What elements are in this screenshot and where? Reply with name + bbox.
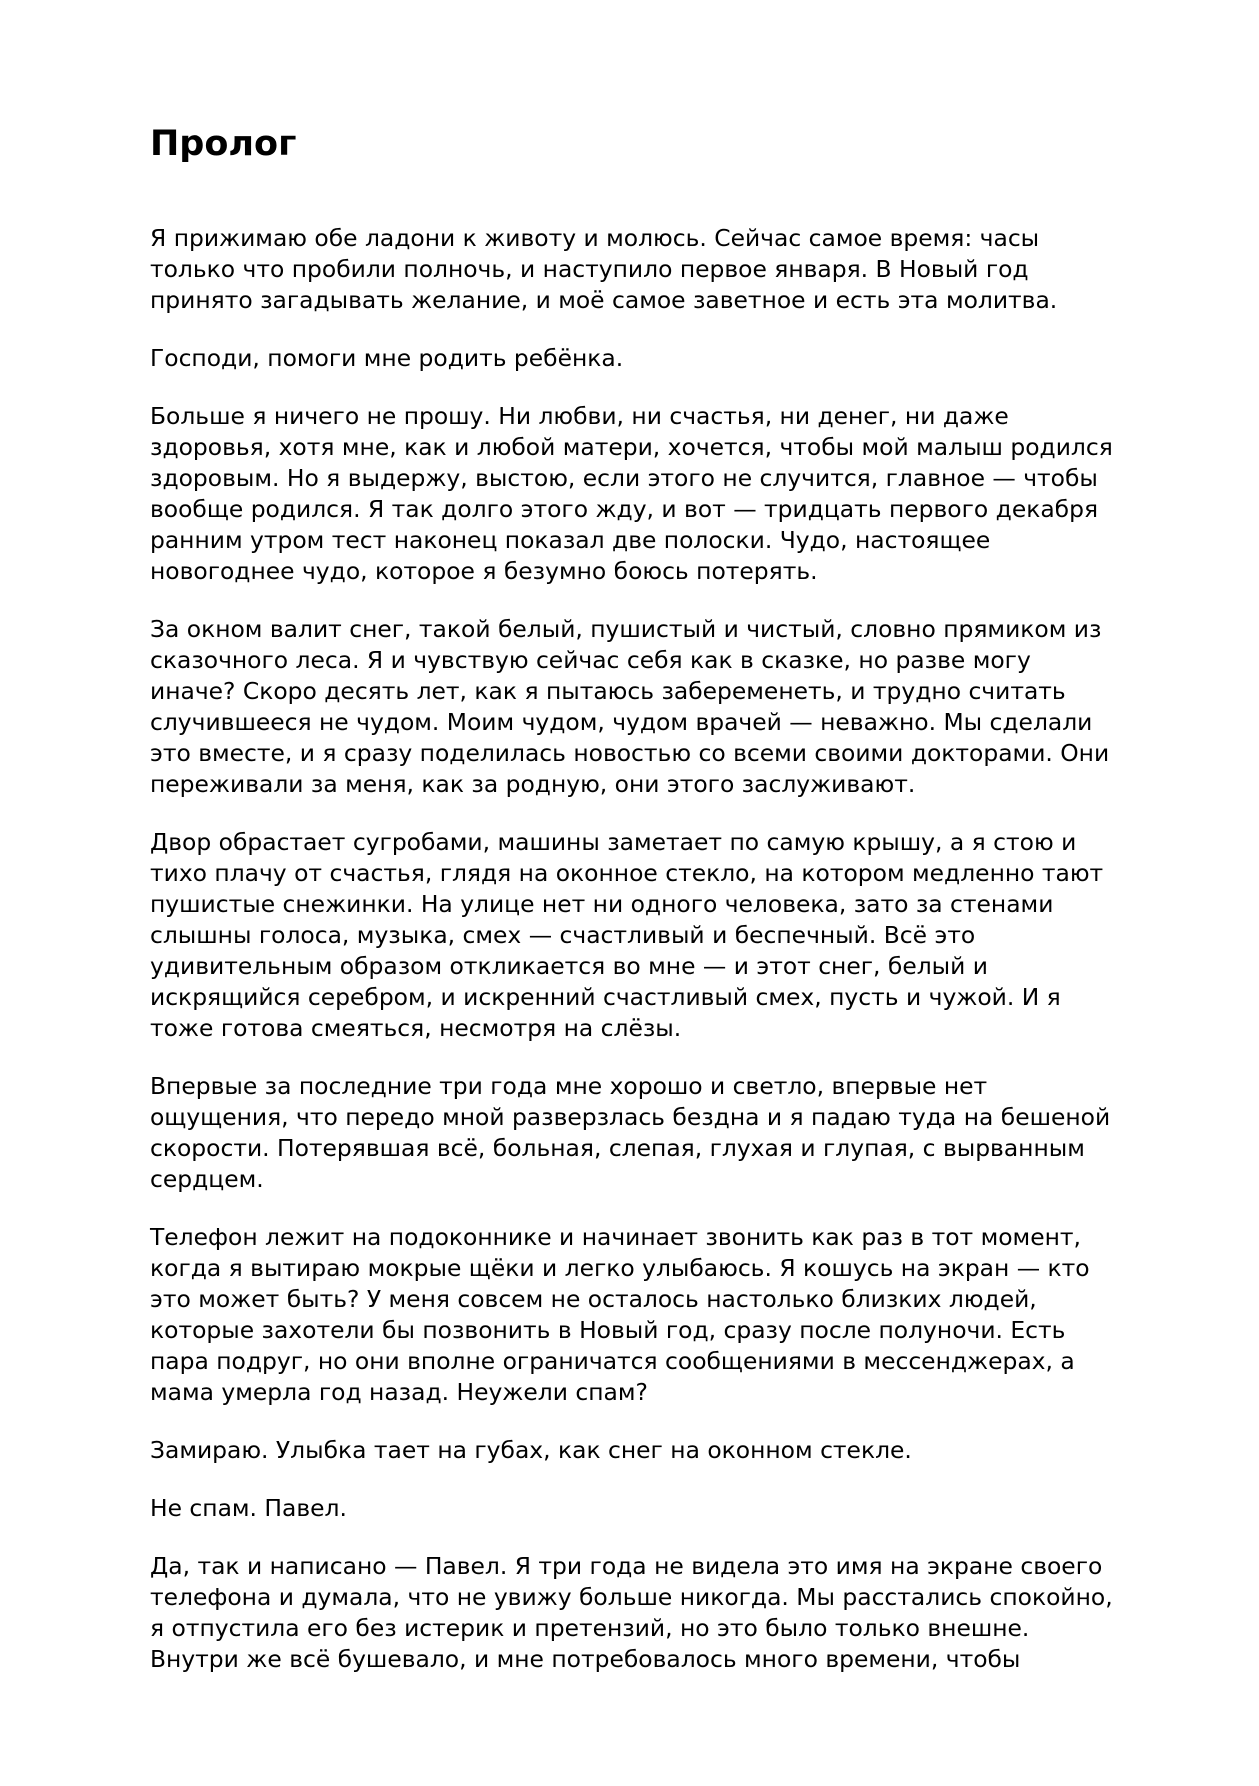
paragraph-1: Я прижимаю обе ладони к животу и молюсь. Сейчас самое время: часы только что пробили полночь, и наступило первое января. В Новый год принято загадывать желание, и моё самое заветное и есть эта молитва. [150, 224, 1058, 314]
paragraph-7: Телефон лежит на подоконнике и начинает звонить как раз в тот момент, когда я вытираю мокрые щёки и легко улыбаюсь. Я кошусь на экран — кто это может быть? У меня совсем не осталось настолько близких людей, которые захотели бы позвонить в Новый год, сразу после полуночи. Есть пара подруг, но они вполне ограничатся сообщениями в мессенджерах, а мама умерла год назад. Неужели спам? [150, 1223, 1090, 1406]
document-page [150, 118, 1125, 1702]
paragraph-10: Да, так и написано — Павел. Я три года не видела это имя на экране своего телефона и думала, что не увижу больше никогда. Мы расстались спокойно, я отпустила его без истерик и претензий, но это было только внешне. Внутри же всё бушевало, и мне потребовалось много времени, чтобы [150, 1552, 1113, 1673]
paragraph-8: Замираю. Улыбка тает на губах, как снег на оконном стекле. [150, 1436, 912, 1464]
paragraph-9: Не спам. Павел. [150, 1494, 347, 1522]
chapter-title: Пролог [150, 124, 297, 164]
paragraph-2: Господи, помоги мне родить ребёнка. [150, 344, 624, 372]
paragraph-3: Больше я ничего не прошу. Ни любви, ни счастья, ни денег, ни даже здоровья, хотя мне, как и любой матери, хочется, чтобы мой малыш родился здоровым. Но я выдержу, выстою, если этого не случится, главное — чтобы вообще родился. Я так долго этого жду, и вот — тридцать первого декабря ранним утром тест наконец показал две полоски. Чудо, настоящее новогоднее чудо, которое я безумно боюсь потерять. [150, 402, 1113, 585]
paragraph-6: Впервые за последние три года мне хорошо и светло, впервые нет ощущения, что передо мной разверзлась бездна и я падаю туда на бешеной скорости. Потерявшая всё, больная, слепая, глухая и глупая, с вырванным сердцем. [150, 1072, 1111, 1193]
paragraph-5: Двор обрастает сугробами, машины заметает по самую крышу, а я стою и тихо плачу от счастья, глядя на оконное стекло, на котором медленно тают пушистые снежинки. На улице нет ни одного человека, зато за стенами слышны голоса, музыка, смех — счастливый и беспечный. Всё это удивительным образом откликается во мне — и этот снег, белый и искрящийся серебром, и искренний счастливый смех, пусть и чужой. И я тоже готова смеяться, несмотря на слёзы. [150, 828, 1104, 1042]
paragraph-4: За окном валит снег, такой белый, пушистый и чистый, словно прямиком из сказочного леса. Я и чувствую сейчас себя как в сказке, но разве могу иначе? Скоро десять лет, как я пытаюсь забеременеть, и трудно считать случившееся не чудом. Моим чудом, чудом врачей — неважно. Мы сделали это вместе, и я сразу поделилась новостью со всеми своими докторами. Они переживали за меня, как за родную, они этого заслуживают. [150, 615, 1110, 798]
